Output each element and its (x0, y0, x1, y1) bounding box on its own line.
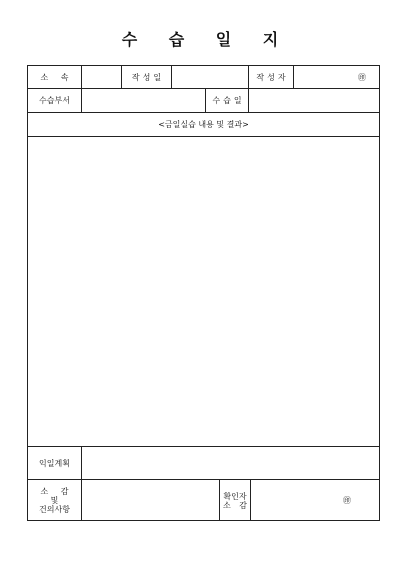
dept-value[interactable] (82, 89, 205, 112)
seal-mark: ㊞ (358, 72, 366, 82)
confirmer-label-line: 확인자 (223, 491, 247, 501)
training-day-label: 수습일 (212, 96, 245, 105)
col-divider (250, 479, 251, 521)
opinion-value[interactable] (82, 480, 219, 521)
opinion-label-line: 소 감 (40, 487, 74, 496)
date-written-value[interactable] (172, 66, 248, 88)
next-day-plan-label: 익일계획 (39, 458, 70, 468)
content-body-area[interactable] (28, 137, 379, 446)
form-title: 수 습 일 지 (121, 30, 292, 49)
opinion-label-line: 및 (50, 496, 59, 505)
confirmer-label (220, 480, 250, 521)
affiliation-label: 소 속 (40, 72, 74, 82)
affiliation-value[interactable] (82, 66, 121, 88)
next-day-plan-value[interactable] (82, 447, 379, 479)
author-label: 작성자 (256, 72, 289, 82)
content-section-header: <금일실습 내용 및 결과> (158, 120, 249, 129)
training-log-form (27, 65, 380, 521)
seal-mark: ㊞ (343, 496, 351, 505)
training-day-value[interactable] (249, 89, 379, 112)
opinion-label (28, 480, 81, 521)
col-divider (293, 66, 294, 88)
opinion-label-line: 건의사항 (39, 505, 70, 514)
dept-label: 수습부서 (39, 96, 70, 105)
confirmer-label-line: 소 감 (223, 500, 250, 510)
date-written-label: 작성일 (131, 72, 165, 82)
